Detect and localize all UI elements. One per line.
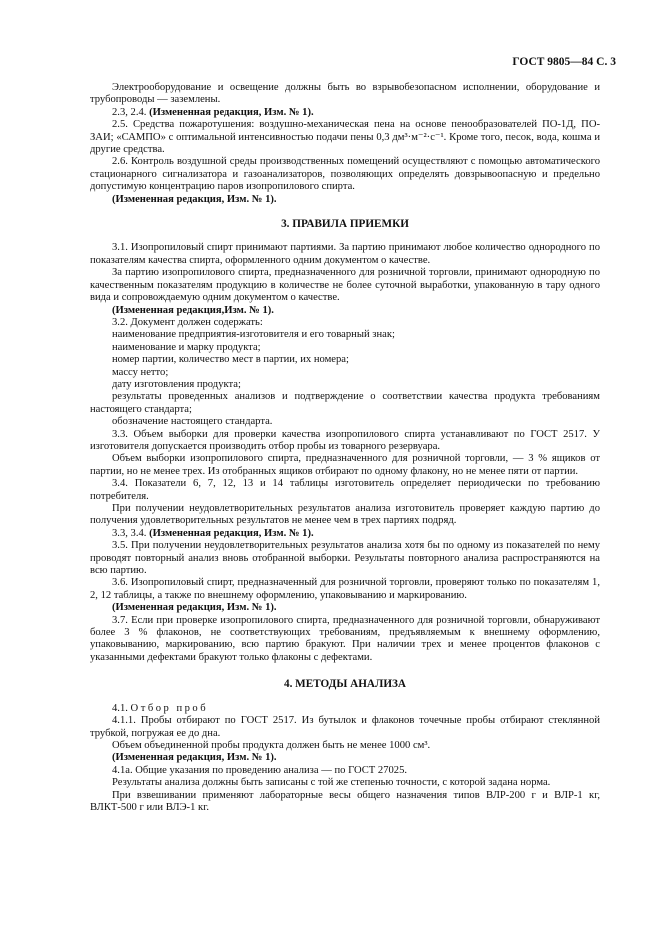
paragraph: 4.1а. Общие указания по проведению анализа — по ГОСТ 27025. bbox=[112, 764, 408, 776]
paragraph bbox=[90, 703, 600, 715]
clause-number: 4.1. bbox=[112, 702, 128, 714]
paragraph: При получении неудовлетворительных результатов анализа изготовитель проверяет каждую партию до получения удовлетворительных результатов не менее чем в трех партиях подряд. bbox=[90, 503, 600, 527]
list-item: наименование предприятия-изготовителя и его товарный знак; bbox=[112, 329, 395, 341]
list-item: результаты проведенных анализов и подтверждение о соответствии качества продукта требованиям настоящего стандарта; bbox=[90, 391, 600, 415]
section-heading: 3. ПРАВИЛА ПРИЕМКИ bbox=[281, 218, 409, 231]
paragraph: 3.5. При получении неудовлетворительных результатов анализа хотя бы по одному из показателей по нему проводят повторный анализ вновь отобранной выборки. Результаты повторного анализа распространяются на всю партию. bbox=[90, 540, 600, 577]
paragraph: 2.6. Контроль воздушной среды производственных помещений осуществляют с помощью автоматического стационарного сигнализатора и газоанализаторов, позволяющих определять довзрывоопасную и предельно допустимую концентрацию паров изопропилового спирта. bbox=[90, 156, 600, 193]
paragraph: 3.1. Изопропиловый спирт принимают партиями. За партию принимают любое количество однородного по показателям качества спирта, оформленного одним документом о качестве. bbox=[90, 242, 600, 266]
paragraph: 4.1.1. Пробы отбирают по ГОСТ 2517. Из бутылок и флаконов точечные пробы отбирают стеклянной трубкой, погружая ее до дна. bbox=[90, 715, 600, 739]
paragraph bbox=[90, 107, 600, 119]
paragraph: Результаты анализа должны быть записаны с той же степенью точности, с которой задана норма. bbox=[112, 777, 551, 789]
clause-number: 2.3, 2.4. bbox=[112, 106, 147, 118]
revision-note bbox=[90, 752, 600, 764]
paragraph: Объем объединенной пробы продукта должен быть не менее 1000 см³. bbox=[112, 739, 431, 751]
paragraph: 3.6. Изопропиловый спирт, предназначенный для розничной торговли, проверяют только по показателям 1, 2, 12 таблицы, а также по внешнему оформлению, упаковыванию и маркированию. bbox=[90, 577, 600, 601]
subsection-title: Отбор проб bbox=[130, 702, 209, 714]
list-item: номер партии, количество мест в партии, их номера; bbox=[112, 354, 349, 366]
revision-note bbox=[90, 602, 600, 614]
list-item: массу нетто; bbox=[112, 366, 169, 378]
paragraph: 3.2. Документ должен содержать: bbox=[112, 316, 263, 328]
list-item: обозначение настоящего стандарта. bbox=[112, 416, 273, 428]
paragraph: За партию изопропилового спирта, предназначенного для розничной торговли, принимают однородную по качественным показателям продукцию в количестве не более суточной выработки, упакованную в тару одного вида и сопровождаемую одним документом о качестве. bbox=[90, 267, 600, 304]
paragraph: При взвешивании применяют лабораторные весы общего назначения типов ВЛР-200 г и ВЛР-1 кг, ВЛКТ-500 г или ВЛЭ-1 кг. bbox=[90, 789, 600, 813]
revision-note: (Измененная редакция, Изм. № 1). bbox=[149, 527, 314, 539]
section-heading: 4. МЕТОДЫ АНАЛИЗА bbox=[283, 678, 407, 691]
clause-number: 3.3, 3.4. bbox=[112, 527, 147, 539]
revision-note bbox=[90, 305, 600, 317]
paragraph: 3.7. Если при проверке изопропилового спирта, предназначенного для розничной торговли, обнаруживают более 3 % флаконов, не соответствующих требованиям, предъявляемым к внешнему оформлению, упаковыванию, маркированию, всю партию бракуют. При наличии трех и менее процентов флаконов с указанными дефектами бракуют только флаконы с дефектами. bbox=[90, 614, 600, 663]
revision-note bbox=[90, 194, 600, 206]
list-item: наименование и марку продукта; bbox=[112, 341, 261, 353]
revision-note-text: (Измененная редакция, Изм. № 1). bbox=[112, 193, 277, 205]
paragraph: Объем выборки изопропилового спирта, предназначенного для розничной торговли, — 3 % ящиков от партии, но не менее трех. Из отобранных ящиков отбирают по одному флакону, но не менее пяти от партии. bbox=[90, 453, 600, 477]
revision-note-text: (Измененная редакция,Изм. № 1). bbox=[112, 304, 274, 316]
paragraph bbox=[90, 528, 600, 540]
list-item: дату изготовления продукта; bbox=[112, 378, 241, 390]
revision-note-text: (Измененная редакция, Изм. № 1). bbox=[112, 602, 277, 614]
revision-note: (Измененная редакция, Изм. № 1). bbox=[149, 106, 314, 118]
paragraph: 3.4. Показатели 6, 7, 12, 13 и 14 таблицы изготовитель определяет периодически по требованию потребителя. bbox=[90, 478, 600, 502]
document-body bbox=[90, 82, 600, 814]
paragraph: Электрооборудование и освещение должны быть во взрывобезопасном исполнении, оборудование и трубопроводы — заземлены. bbox=[90, 82, 600, 106]
paragraph: 2.5. Средства пожаротушения: воздушно-механическая пена на основе пенообразователей ПО-1Д, ПО-ЗАИ; «САМПО» с оптимальной интенсивностью подачи пены 0,3 дм³·м⁻²·с⁻¹. Кроме того, песок, вода, кошма и другие средства. bbox=[90, 119, 600, 156]
page-header: ГОСТ 9805—84 С. 3 bbox=[512, 56, 616, 68]
revision-note-text: (Измененная редакция, Изм. № 1). bbox=[112, 752, 277, 764]
paragraph: 3.3. Объем выборки для проверки качества изопропилового спирта устанавливают по ГОСТ 2517. У изготовителя допускается производить отбор пробы из товарного резервуара. bbox=[90, 428, 600, 452]
